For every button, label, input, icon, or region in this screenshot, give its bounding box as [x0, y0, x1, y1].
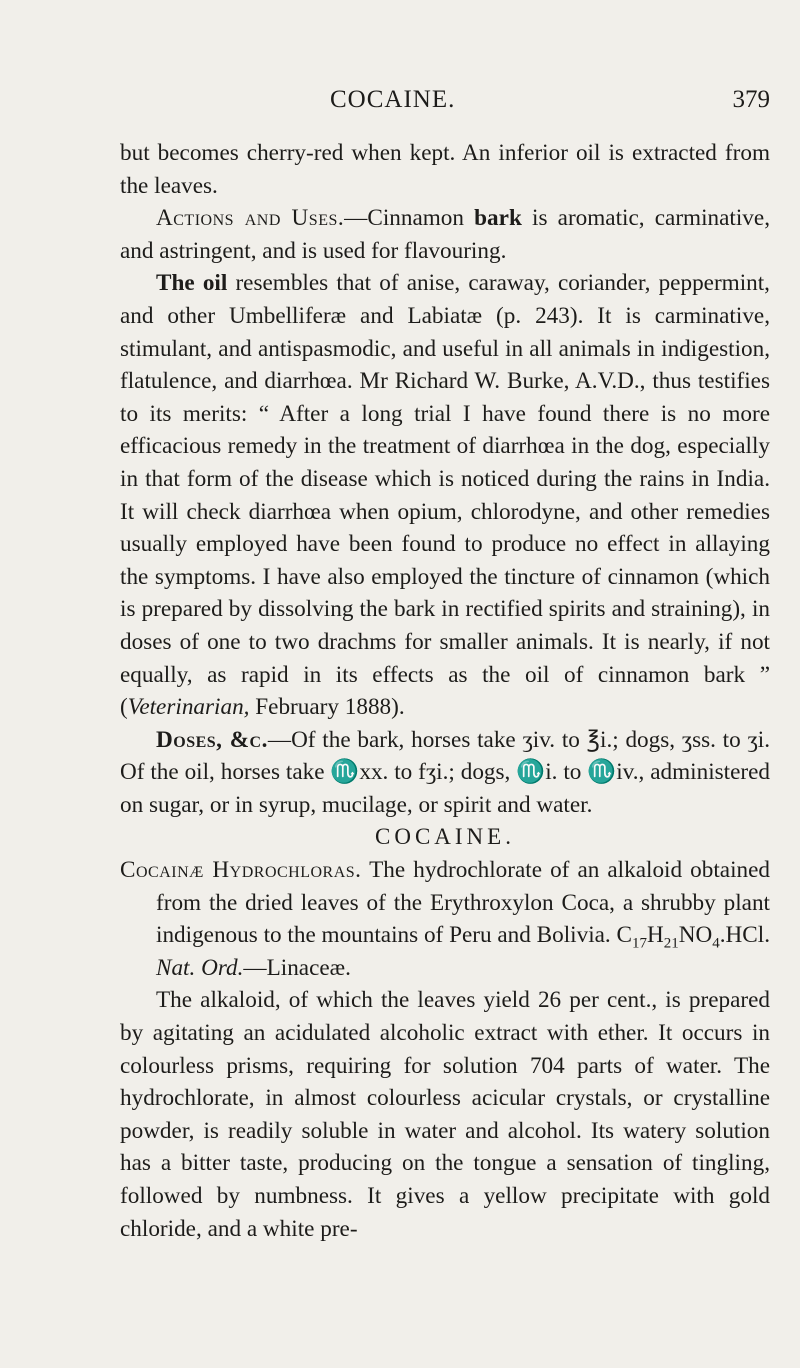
paragraph-doses	[120, 724, 770, 822]
formula	[616, 922, 770, 952]
natural-order-label: Nat. Ord.	[156, 954, 244, 981]
formula-o-sub: 4	[712, 935, 720, 952]
doses-text: —Of the bark, horses take ʒiv. to ℥i.; dogs, ʒss. to ʒi. Of the oil, horses take ♏xx. to fʒi.; dogs, ♏i. to ♏iv., administered on sugar, or in syrup, mucilage, or spirit and water.	[120, 726, 770, 818]
actions-text-b: is aromatic, carminative, and astringent, and is used for flavouring.	[120, 205, 770, 264]
oil-term: The oil	[156, 270, 228, 297]
paragraph-the-oil	[120, 267, 770, 723]
formula-h: H	[647, 922, 664, 949]
section-title-cocaine: COCAINE.	[375, 824, 515, 850]
veterinarian-citation: Veterinarian,	[127, 694, 250, 721]
body-text	[120, 137, 770, 1245]
formula-no: NO	[678, 922, 713, 949]
page-header	[120, 86, 770, 122]
paragraph-cocaine-hydrochloras	[120, 854, 770, 984]
natural-order-text: —Linaceæ.	[243, 954, 351, 981]
paragraph-alkaloid: The alkaloid, of which the leaves yield 26 per cent., is prepared by agitating an acidulated alcoholic extract with ether. It occurs in colourless prisms, requiring for solution 704 parts of water. The hydrochlorate, in almost colourless acicular crystals, or crystalline powder, is readily soluble in water and alcohol. Its watery solution has a bitter taste, producing on the tongue a sensation of tingling, followed by numbness. It gives a yellow precipitate with gold chloride, and a white pre-	[120, 987, 770, 1242]
formula-tail: .HCl.	[719, 922, 770, 949]
formula-h-sub: 21	[663, 935, 679, 952]
oil-text-end: February 1888).	[249, 694, 405, 721]
formula-c-sub: 17	[632, 935, 647, 952]
oil-text: resembles that of anise, caraway, coriander, peppermint, and other Umbelliferæ and Labiatæ (p. 243). It is carminative, stimulant, and antispasmodic, and useful in all animals in indigestion, flatulence, and diarrhœa. Mr Richard W. Burke, A.V.D., thus testifies to its merits: “ After a long trial I have found there is no more efficacious remedy in the treatment of diarrhœa in the dog, especially in that form of the disease which is noticed during the rains in India. It will check diarrhœa when opium, chlorodyne, and other remedies usually employed have been found to produce no effect in allaying the symptoms. I have also employed the tincture of cinnamon (which is prepared by dissolving the bark in rectified spirits and straining), in doses of one to two drachms for smaller animals. It is nearly, if not equally, as rapid in its effects as the oil of cinnamon bark ” (	[120, 270, 770, 721]
actions-text-a: —Cinnamon	[344, 205, 475, 232]
formula-c: C	[616, 922, 632, 949]
page-number: 379	[732, 86, 770, 113]
paragraph-oil-continued: but becomes cherry-red when kept. An inferior oil is extracted from the leaves.	[120, 140, 770, 199]
cocaine-text: The hydrochlorate of an alkaloid obtained from the dried leaves of the Erythroxylon Coca, a shrubby plant indigenous to the mountains of Peru and Bolivia.	[156, 857, 770, 949]
running-title: COCAINE.	[330, 86, 456, 113]
actions-uses-heading: Actions and Uses.	[156, 205, 345, 232]
doses-heading: Doses, &c.	[156, 726, 268, 753]
paragraph-actions-and-uses	[120, 202, 770, 267]
bark-term: bark	[474, 205, 522, 232]
cocaine-heading: Cocainæ Hydrochloras.	[120, 857, 362, 884]
